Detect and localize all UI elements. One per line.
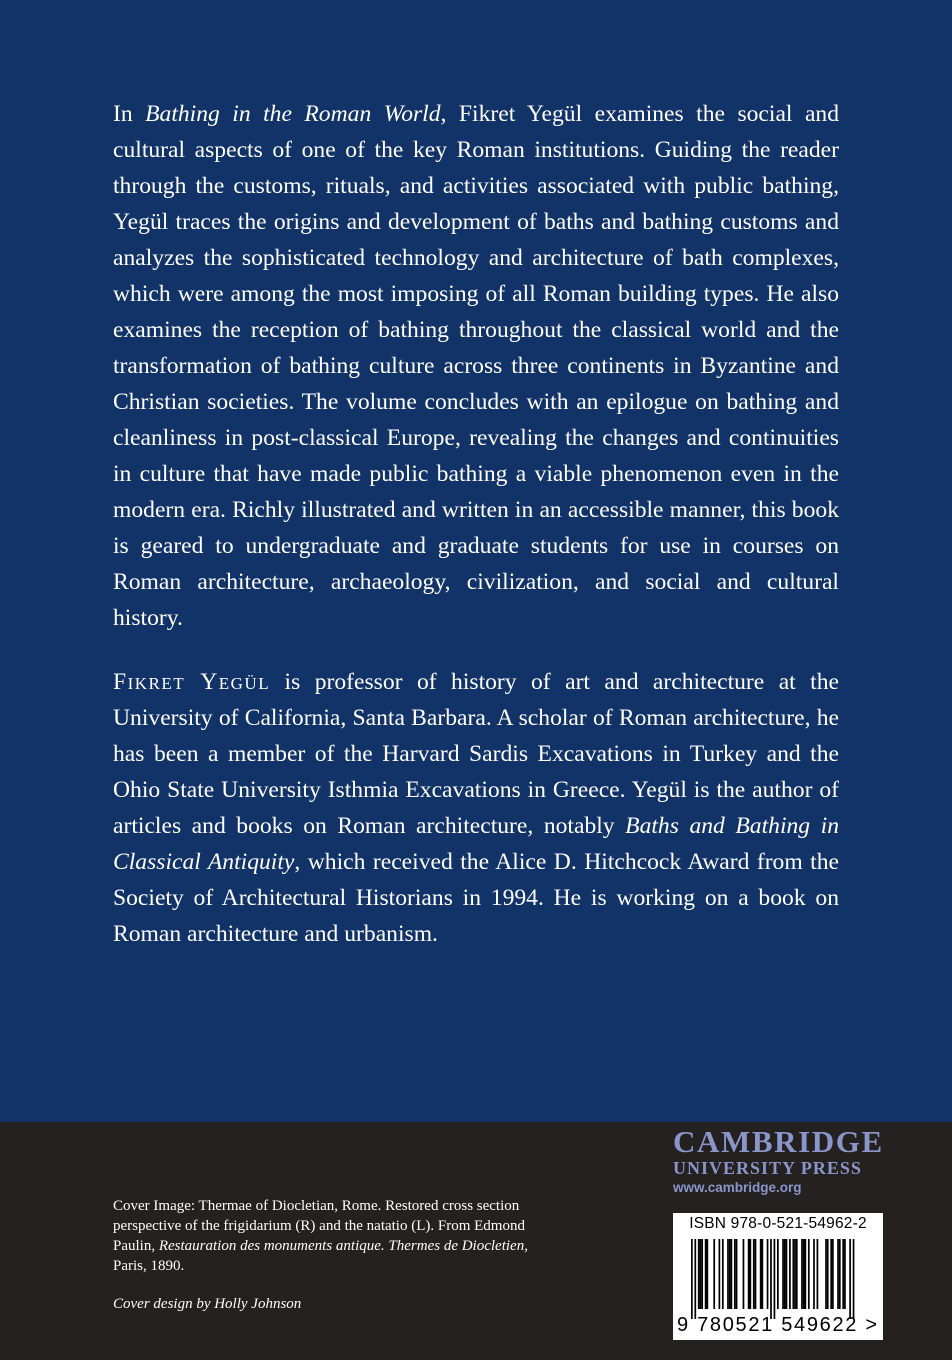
barcode-bar [830, 1239, 832, 1309]
publisher-name: CAMBRIDGE [673, 1124, 884, 1159]
barcode-bar [762, 1239, 764, 1309]
barcode-bar [837, 1239, 839, 1309]
barcode-bar [825, 1239, 827, 1309]
barcode-bar [844, 1239, 846, 1309]
barcode-bar [786, 1239, 788, 1309]
barcode-bar [839, 1239, 841, 1309]
isbn-label: ISBN 978-0-521-54962-2 [689, 1215, 867, 1232]
barcode-bar [755, 1239, 757, 1309]
barcode-bar [706, 1239, 708, 1309]
barcode-graphic [673, 1213, 883, 1340]
barcode-guard-bar [849, 1239, 851, 1319]
barcode-bar [792, 1239, 794, 1309]
barcode-guard-bar [691, 1239, 693, 1319]
barcode-guard-bar [774, 1239, 776, 1319]
barcode-bar [777, 1239, 779, 1309]
barcode-bar [784, 1239, 786, 1309]
publisher-url: www.cambridge.org [673, 1180, 802, 1195]
barcode-bar [782, 1239, 784, 1309]
barcode-guard-bar [770, 1239, 772, 1319]
barcode-bar [729, 1239, 731, 1309]
barcode-bar [727, 1239, 729, 1309]
barcode-bar [801, 1239, 803, 1309]
barcode-bar [842, 1239, 844, 1309]
barcode-bar [753, 1239, 755, 1309]
barcode-bar [719, 1239, 721, 1309]
isbn-barcode-box [673, 1213, 883, 1340]
barcode-bar [722, 1239, 724, 1309]
barcode-bar [749, 1239, 751, 1309]
barcode-bar [736, 1239, 738, 1309]
barcode-bar [701, 1239, 703, 1309]
barcode-bar [827, 1239, 829, 1309]
author-bio: Fikret Yegül is professor of history of art and architecture at the University of California, Santa Barbara. A scholar of Roman architecture, he has been a member of the Harvard Sardis Excavations in Turkey and the Ohio State University Isthmia Excavations in Greece. Yegül is the author of articles and books on Roman architecture, notably Baths and Bathing in Classical Antiquity, which received the Alice D. Hitchcock Award from the Society of Architectural Historians in 1994. He is working on a book on Roman architecture and urbanism. [113, 669, 840, 947]
barcode-bar [794, 1239, 796, 1309]
barcode-bar [705, 1239, 707, 1309]
barcode-bar [700, 1239, 702, 1309]
barcode-bar [713, 1239, 715, 1309]
barcode-bar [731, 1239, 733, 1309]
barcode-bar [796, 1239, 798, 1309]
barcode-bar [805, 1239, 807, 1309]
cover-credits [113, 1196, 533, 1314]
barcode-bar [789, 1239, 791, 1309]
author-name: Fikret Yegül [113, 669, 271, 695]
barcode-digits: 9 780521 549622 > [677, 1314, 877, 1336]
barcode-bar [748, 1239, 750, 1309]
publisher-logo [673, 1126, 883, 1197]
barcode-bar [808, 1239, 810, 1309]
back-cover-blurb [113, 96, 839, 952]
cover-design-credit: Cover design by Holly Johnson [113, 1296, 302, 1312]
barcode-guard-bar [853, 1239, 855, 1319]
barcode-bar [832, 1239, 834, 1309]
barcode-bar [813, 1239, 815, 1309]
book-title: Bathing in the Roman World [145, 101, 441, 127]
barcode-bar [760, 1239, 762, 1309]
publisher-subtitle: UNIVERSITY PRESS [673, 1158, 862, 1178]
prior-book-title: Baths and Bathing in Classical Antiquity [113, 813, 840, 875]
barcode-bar [803, 1239, 805, 1309]
barcode-bar [767, 1239, 769, 1309]
barcode-guard-bar [694, 1239, 696, 1319]
book-description: In Bathing in the Roman World, Fikret Yegül examines the social and cultural aspects of one of the key Roman institutions. Guiding the reader through the customs, rituals, and activities associated with public bathing, Yegül traces the origins and development of baths and bathing customs and analyzes the sophisticated technology and architecture of bath complexes, which were among the most imposing of all Roman building types. He also examines the reception of bathing throughout the classical world and the transformation of bathing culture across three continents in Byzantine and Christian societies. The volume concludes with an epilogue on bathing and cleanliness in post-classical Europe, revealing the changes and continuities in culture that have made public bathing a viable phenomenon even in the modern era. Richly illustrated and written in an accessible manner, this book is geared to undergraduate and graduate students for use in courses on Roman architecture, archaeology, civilization, and social and cultural history. [113, 101, 840, 631]
barcode-bar [817, 1239, 819, 1309]
barcode-bar [743, 1239, 745, 1309]
cover-image-credit: Cover Image: Thermae of Diocletian, Rome. Restored cross section perspective of the frigidarium (R) and the natatio (L). From Edmond Paulin, Restauration des monuments antique. Thermes de Diocletien, Paris, 1890. [113, 1198, 528, 1274]
barcode-bar [734, 1239, 736, 1309]
barcode-bar [698, 1239, 700, 1309]
